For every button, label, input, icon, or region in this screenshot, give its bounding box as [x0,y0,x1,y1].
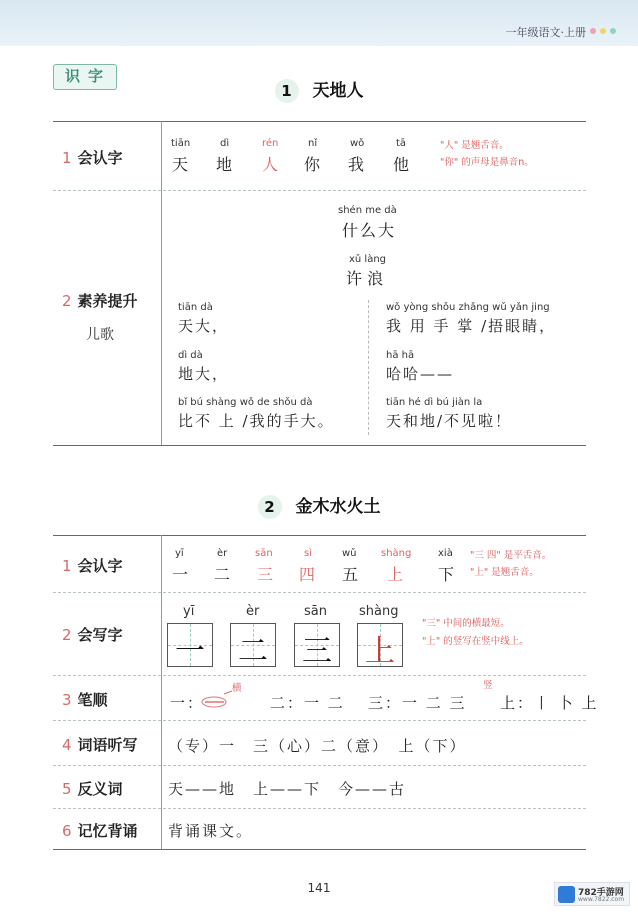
poem-line-pinyin: tiān hé dì bú jiàn la [386,397,483,408]
table2-row-divider [53,765,586,766]
lesson2-row6-label: 6 记忆背诵 [62,822,138,840]
poem-line-pinyin: wǒ yòng shǒu zhǎng wǔ yǎn jing [386,302,550,313]
hanzi: 四 [299,565,316,584]
table2-bottom-rule [53,849,586,850]
lesson1-row1-note: "人" 是翘舌音。 [440,140,509,151]
pinyin: èr [217,548,228,559]
hanzi: 地 [216,155,233,174]
hanzi: 二 [214,565,231,584]
stroke-order: 三：一 二 三 [368,694,467,712]
poem-line-pinyin: hā hā [386,350,415,361]
poem-author: 许 浪 [346,269,384,288]
pinyin: èr [246,604,260,619]
hanzi: 他 [393,155,410,174]
hanzi: 一 [172,565,189,584]
pinyin: yī [183,604,195,619]
lesson1-title [0,76,638,103]
lesson2-row2-note: "三" 中间的横最短。 [422,618,510,629]
hanzi: 上 [387,565,404,584]
lesson2-row5-label: 5 反义词 [62,780,123,798]
poem-line: 地大， [178,365,230,383]
hanzi: 你 [304,155,321,174]
watermark-logo-icon [558,886,575,903]
hanzi: 人 [262,155,279,174]
lesson2-row1-label: 1 会认字 [62,557,123,575]
lesson2-row1-note: "上" 是翘舌音。 [470,567,539,578]
hanzi: 五 [342,565,359,584]
table2-row-divider [53,592,586,593]
lesson2-number: 2 [258,495,282,519]
writing-box: 一 [167,623,213,667]
table1-row-divider [53,190,586,191]
stroke-note: 竖 [483,680,493,691]
table1-column-divider [161,121,162,445]
lesson1-row2-sublabel: 儿歌 [86,327,114,343]
hanzi: 下 [438,565,455,584]
table2-row-divider [53,720,586,721]
table1-bottom-rule [53,445,586,446]
poem-title: 什么大 [342,221,397,240]
writing-box: 三 [294,623,340,667]
poem-line: 哈哈—— [386,365,455,383]
dot-yellow [600,28,606,34]
stroke-note: 横 [232,683,242,694]
poem-line: 比不 上 /我的手大。 [178,412,335,430]
pinyin: xià [438,548,453,559]
lesson2-title [0,492,638,519]
dictation-words: （专）一 三（心）二（意） 上（下） [168,737,467,755]
lesson1-row1-note: "你" 的声母是鼻音n。 [440,157,534,168]
stroke-order: 上：丨 卜 上 [500,694,599,712]
lesson2-row1-note: "三 四" 是平舌音。 [470,550,552,561]
book-title: 一年级语文·上册 [505,26,586,39]
poem-column-divider [368,300,369,435]
pinyin: sān [255,548,273,559]
poem-line-pinyin: tiān dà [178,302,213,313]
pinyin: sì [304,548,312,559]
pinyin: tiān [171,138,191,149]
lesson2-row2-label: 2 会写字 [62,626,123,644]
lesson2-row4-label: 4 词语听写 [62,736,138,754]
pinyin: shàng [359,604,399,619]
header-dots [590,28,616,34]
pinyin: tā [396,138,407,149]
stroke-order: 二：一 二 [270,694,345,712]
pinyin: wǔ [342,548,357,559]
lesson1-title-text: 天地人 [312,81,364,101]
dot-pink [590,28,596,34]
table2-row-divider [53,808,586,809]
pinyin: wǒ [350,138,365,149]
table2-row-divider [53,675,586,676]
stroke-arrow-icon [200,688,236,710]
lesson2-row3-label: 3 笔顺 [62,691,108,709]
poem-line-pinyin: dì dà [178,350,203,361]
table2-column-divider [161,535,162,849]
pinyin: shàng [381,548,412,559]
antonyms: 天——地 上——下 今——古 [168,780,407,798]
lesson2-title-text: 金木水火土 [295,497,381,517]
hanzi: 我 [348,155,365,174]
hanzi: 天 [172,155,189,174]
page-number: 141 [307,881,331,895]
pinyin: nǐ [308,138,318,149]
lesson2-row2-note: "上" 的竖写在竖中线上。 [422,636,529,647]
dot-green [610,28,616,34]
poem-line: 天和地/不见啦！ [386,412,513,430]
lesson1-row1-label: 1 会认字 [62,149,123,167]
pinyin: sān [304,604,327,619]
pinyin: yī [175,548,184,559]
pinyin: rén [262,138,279,149]
section-tag: 识字 [53,64,117,90]
poem-title-pinyin: shén me dà [338,205,397,216]
pinyin: dì [220,138,230,149]
stroke-order: 一： [170,694,205,712]
hanzi: 三 [257,565,274,584]
recite-text: 背诵课文。 [168,822,254,840]
page-header [0,0,638,46]
poem-line: 天大， [178,317,230,335]
lesson1-row2-label: 2 素养提升 [62,292,138,310]
writing-box: 上 [357,623,403,667]
poem-line-pinyin: bǐ bú shàng wǒ de shǒu dà [178,397,313,408]
poem-line: 我 用 手 掌 /捂眼睛， [386,317,557,335]
table1-top-rule [53,121,586,122]
writing-box: 二 [230,623,276,667]
poem-author-pinyin: xǔ làng [349,254,387,265]
watermark: 782手游网 www.7822.com [554,882,630,906]
lesson1-number: 1 [275,79,299,103]
table2-top-rule [53,535,586,536]
